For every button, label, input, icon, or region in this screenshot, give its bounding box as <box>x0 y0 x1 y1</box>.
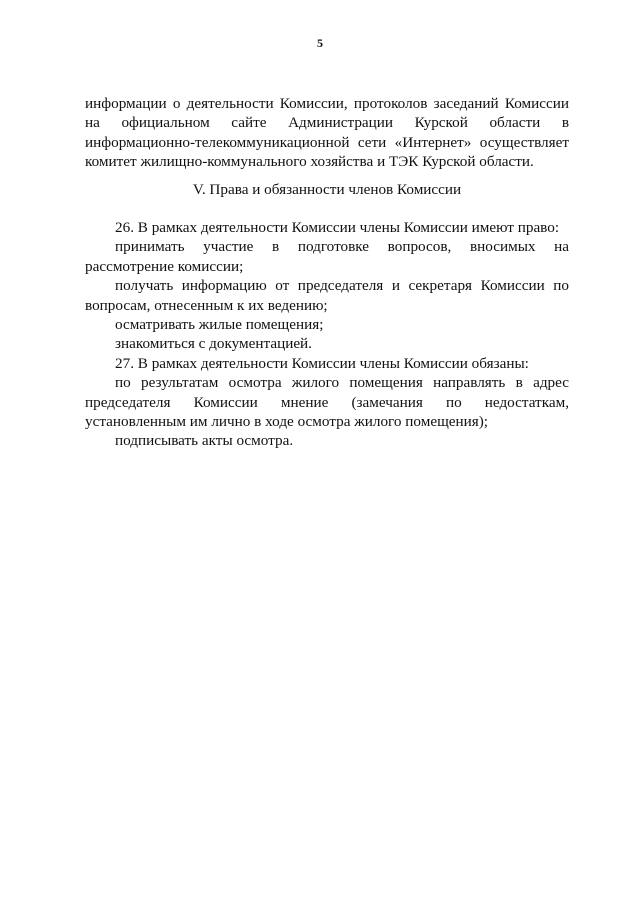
list-item: получать информацию от председателя и секретаря Комиссии по вопросам, отнесенным к их ведению; <box>85 277 569 314</box>
section-heading: V. Права и обязанности членов Комиссии <box>192 181 462 198</box>
page-number: 5 <box>317 36 323 50</box>
paragraph-26-intro: 26. В рамках деятельности Комиссии члены Комиссии имеют право: <box>115 219 560 236</box>
section-body <box>85 218 569 451</box>
list-item: принимать участие в подготовке вопросов, вносимых на рассмотрение комиссии; <box>85 238 569 275</box>
list-item: осматривать жилые помещения; <box>115 316 324 334</box>
list-item: подписывать акты осмотра. <box>115 432 294 450</box>
paragraph-27-intro: 27. В рамках деятельности Комиссии члены Комиссии обязаны: <box>115 354 529 372</box>
section-heading-block <box>85 180 569 199</box>
intro-block <box>85 94 569 172</box>
intro-paragraph: информации о деятельности Комиссии, протоколов заседаний Комиссии на официальном сайте Администрации Курской области в информационно-телекоммуникационной сети «Интернет» осуществляет комитет жилищно-коммунального хозяйства и ТЭК Курской области. <box>85 95 569 171</box>
list-item: по результатам осмотра жилого помещения направлять в адрес председателя Комиссии мнение (замечания по недостаткам, установленным им лично в ходе осмотра жилого помещения); <box>85 374 569 431</box>
list-item: знакомиться с документацией. <box>115 335 312 353</box>
